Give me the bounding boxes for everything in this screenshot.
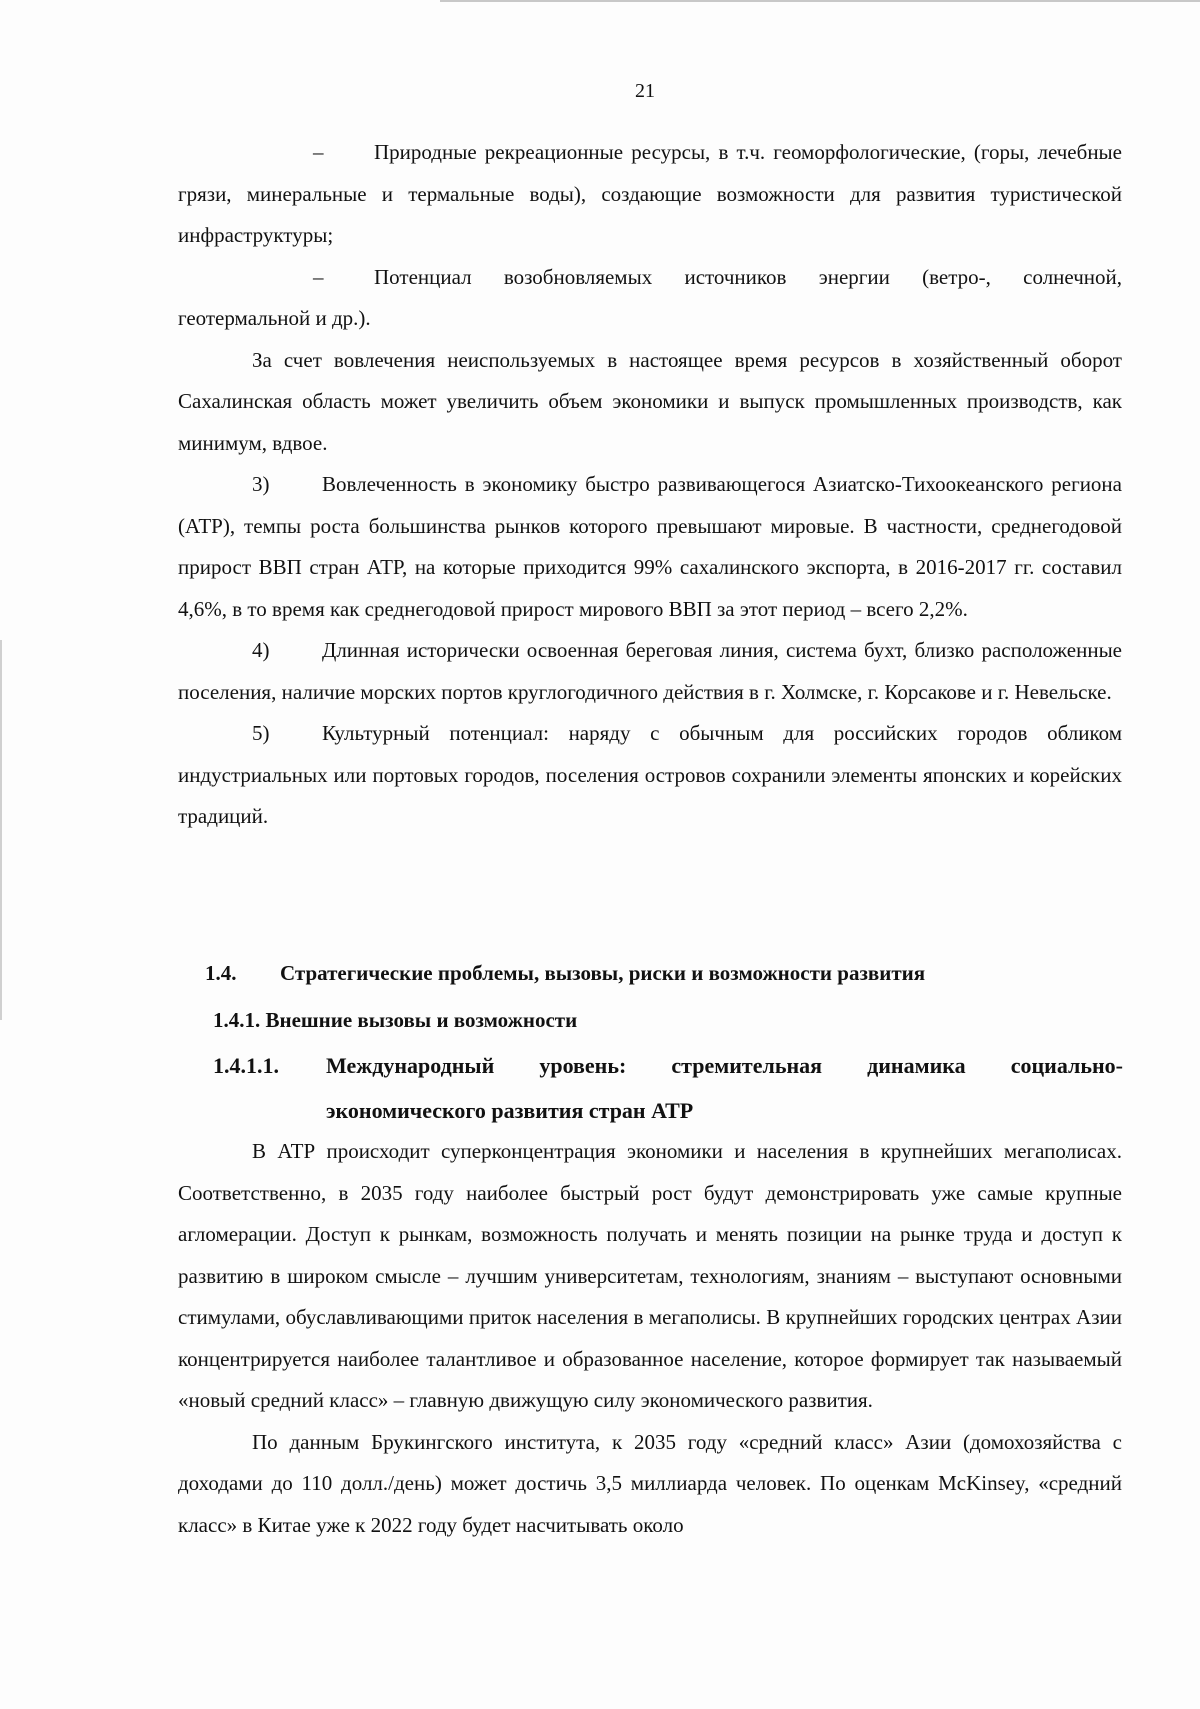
item-number: 3)	[252, 472, 270, 496]
scan-left-edge	[0, 640, 2, 1020]
scan-top-rule	[440, 0, 1200, 2]
bullet-natural-resources	[178, 132, 1122, 257]
heading-number: 1.4.	[205, 961, 237, 985]
paragraph-brookings: По данным Брукингского института, к 2035 году «средний класс» Азии (домохозяйства с доходами до 110 долл./день) может достичь 3,5 миллиарда человек. По оценкам McKinsey, «средний класс» в Китае уже к 2022 году будет насчитывать около	[178, 1429, 1122, 1537]
paragraph-megacities: В АТР происходит суперконцентрация экономики и населения в крупнейших мегаполисах. Соответственно, в 2035 году наиболее быстрый рост будут демонстрировать уже самые крупные агломерации. Доступ к рынкам, возможность получать и менять позиции на рынке труда и доступ к развитию в широком смысле – лучшим университетам, технологиям, знаниям – выступают основными стимулами, обуславливающими приток населения в мегаполисы. В крупнейших городских центрах Азии концентрируется наиболее талантливое и образованное население, которое формирует так называемый «новый средний класс» – главную движущую силу экономического развития.	[178, 1139, 1122, 1412]
section-heading-1-4-1-1	[213, 1043, 1123, 1133]
body-text-top	[178, 132, 1122, 838]
bullet-text: Потенциал возобновляемых источников энергии (ветро-, солнечной, геотермальной и др.).	[178, 264, 1122, 330]
bullet-dash: –	[313, 140, 324, 164]
item-text: Длинная исторически освоенная береговая линия, система бухт, близко расположенные поселения, наличие морских портов круглогодичного действия в г. Холмске, г. Корсакове и г. Невельске.	[178, 638, 1122, 704]
section-heading-1-4-1: 1.4.1. Внешние вызовы и возможности	[213, 1008, 578, 1032]
item-number: 5)	[252, 721, 270, 745]
item-text: Культурный потенциал: наряду с обычным для российских городов обликом индустриальных или портовых городов, поселения островов сохранили элементы японских и корейских традиций.	[178, 721, 1122, 828]
numbered-item-4	[178, 630, 1122, 713]
numbered-item-3	[178, 464, 1122, 630]
bullet-dash: –	[313, 264, 324, 289]
heading-number: 1.4.1.1.	[213, 1053, 279, 1078]
body-text-bottom	[178, 1131, 1122, 1546]
paragraph-resources: За счет вовлечения неиспользуемых в настоящее время ресурсов в хозяйственный оборот Сахалинская область может увеличить объем экономики и выпуск промышленных производств, как минимум, вдвое.	[178, 347, 1122, 455]
section-heading-1-4	[205, 953, 925, 994]
heading-text: Международный уровень: стремительная динамика социально-экономического развития стран АТР	[326, 1053, 1123, 1123]
page-number: 21	[635, 80, 655, 102]
item-text: Вовлеченность в экономику быстро развивающегося Азиатско-Тихоокеанского региона (АТР), темпы роста большинства рынков которого превышают мировые. В частности, среднегодовой прирост ВВП стран АТР, на которые приходится 99% сахалинского экспорта, в 2016-2017 гг. составил 4,6%, в то время как среднегодовой прирост мирового ВВП за этот период – всего 2,2%.	[178, 472, 1122, 621]
bullet-renewable-energy	[178, 257, 1122, 340]
bullet-text: Природные рекреационные ресурсы, в т.ч. геоморфологические, (горы, лечебные грязи, минеральные и термальные воды), создающие возможности для развития туристической инфраструктуры;	[178, 140, 1122, 247]
heading-text: Стратегические проблемы, вызовы, риски и возможности развития	[280, 961, 926, 985]
item-number: 4)	[252, 638, 270, 662]
numbered-item-5	[178, 713, 1122, 838]
